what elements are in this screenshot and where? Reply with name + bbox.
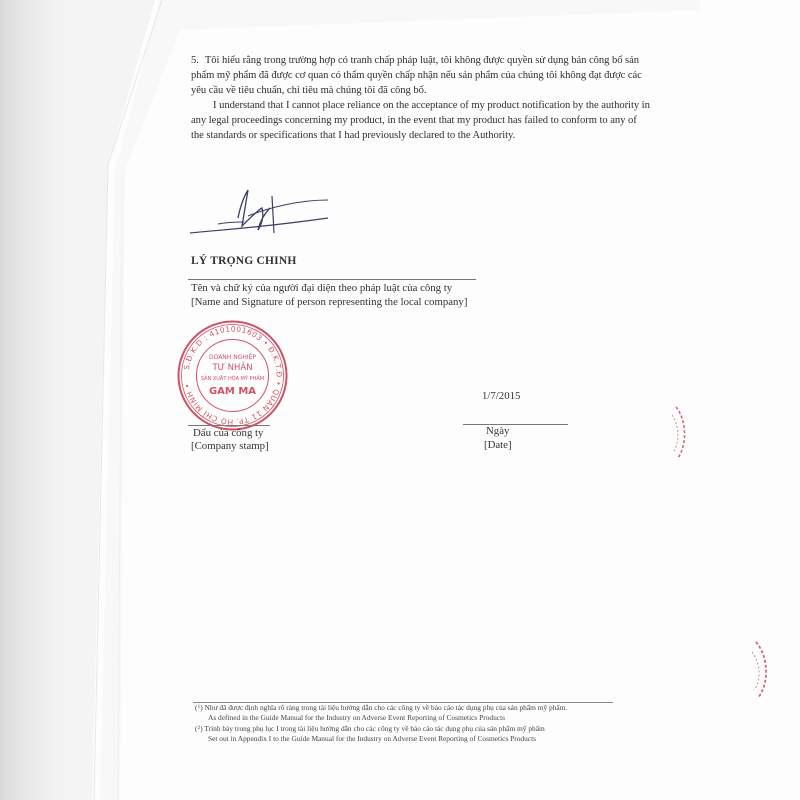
company-seal (175, 318, 290, 433)
paragraph-number: 5. (191, 55, 199, 66)
handwritten-signature (188, 178, 338, 248)
svg-text:GAM MA: GAM MA (208, 386, 257, 397)
partial-seal-edge-icon (670, 405, 700, 460)
company-stamp-line (188, 425, 270, 426)
footnote-vietnamese: Trình bày trong phụ lục I trong tài liệu hướng dẫn cho các công ty về báo cáo tác dụng phụ của sản phẩm mỹ phẩm (204, 724, 545, 733)
footnote-2: ($^2$) Trình bày trong phụ lục I trong tài liệu hướng dẫn cho các công ty về báo cáo tác dụng phụ của sản phẩm mỹ phẩm Set out in Appendix I to the Guide Manual for the Industry on Adverse Event Reporting of Cosmetics Products (195, 724, 655, 743)
signature-line (188, 279, 476, 280)
signatory-name: LÝ TRỌNG CHINH (191, 255, 297, 267)
signature-label-vietnamese: Tên và chữ ký của người đại diện theo pháp luật của công ty (191, 282, 453, 294)
company-stamp-label-vietnamese: Dấu của công ty (193, 427, 264, 439)
svg-text:SẢN XUẤT HÓA MỸ PHẨM: SẢN XUẤT HÓA MỸ PHẨM (200, 376, 265, 382)
partial-seal-edge-icon (750, 640, 780, 700)
svg-text:TƯ NHÂN: TƯ NHÂN (212, 363, 253, 373)
svg-text:DOANH NGHIỆP: DOANH NGHIỆP (208, 354, 257, 361)
date-value: 1/7/2015 (482, 390, 521, 402)
footnote-1: ($^1$) Như đã được định nghĩa rõ ràng trong tài liệu hướng dẫn cho các công ty về báo cáo tác dụng phụ của sản phẩm mỹ phẩm. As defined in the Guide Manual for the Industry on Adverse Event Reporting of Cosmetics Products (195, 703, 655, 722)
company-stamp-label-english: [Company stamp] (191, 440, 269, 452)
date-label-english: [Date] (484, 439, 512, 451)
paragraph-5-english: I understand that I cannot place reliance on the acceptance of my product notification by the authority in any legal proceedings concerning my product, in the event that my product has failed to conform to any of the standards or specifications that I had previously declared to the Authority. (191, 100, 650, 141)
svg-text:S.Đ.K.D : 4101001603 • Đ.K.T.Đ: S.Đ.K.D : 4101001603 • Đ.K.T.Đ • QUẬN 11 TP. HỒ CHÍ MINH • (181, 324, 284, 427)
paragraph-5-vietnamese: Tôi hiểu rằng trong trường hợp có tranh chấp pháp luật, tôi không được quyền sử dụng bản công bố sản phẩm mỹ phẩm đã được cơ quan có thẩm quyền chấp nhận nếu sản phẩm của chúng tôi không đạt được các yêu cầu về tiêu chuẩn, chỉ tiêu mà chúng tôi đã công bố. (191, 55, 642, 96)
footnote-english: As defined in the Guide Manual for the Industry on Adverse Event Reporting of Cosmetics Products (208, 712, 506, 722)
footnote-vietnamese: Như đã được định nghĩa rõ ràng trong tài liệu hướng dẫn cho các công ty về báo cáo tác dụng phụ của sản phẩm mỹ phẩm. (204, 703, 568, 712)
footnote-marker: 1 (197, 704, 201, 710)
paragraph-5 (191, 53, 651, 143)
footnote-english: Set out in Appendix I to the Guide Manual for the Industry on Adverse Event Reporting of Cosmetics Products (208, 733, 537, 743)
footnote-marker: 2 (197, 725, 201, 731)
date-label-vietnamese: Ngày (486, 425, 510, 437)
date-line (463, 424, 568, 425)
signature-label-english: [Name and Signature of person representing the local company] (191, 296, 468, 308)
